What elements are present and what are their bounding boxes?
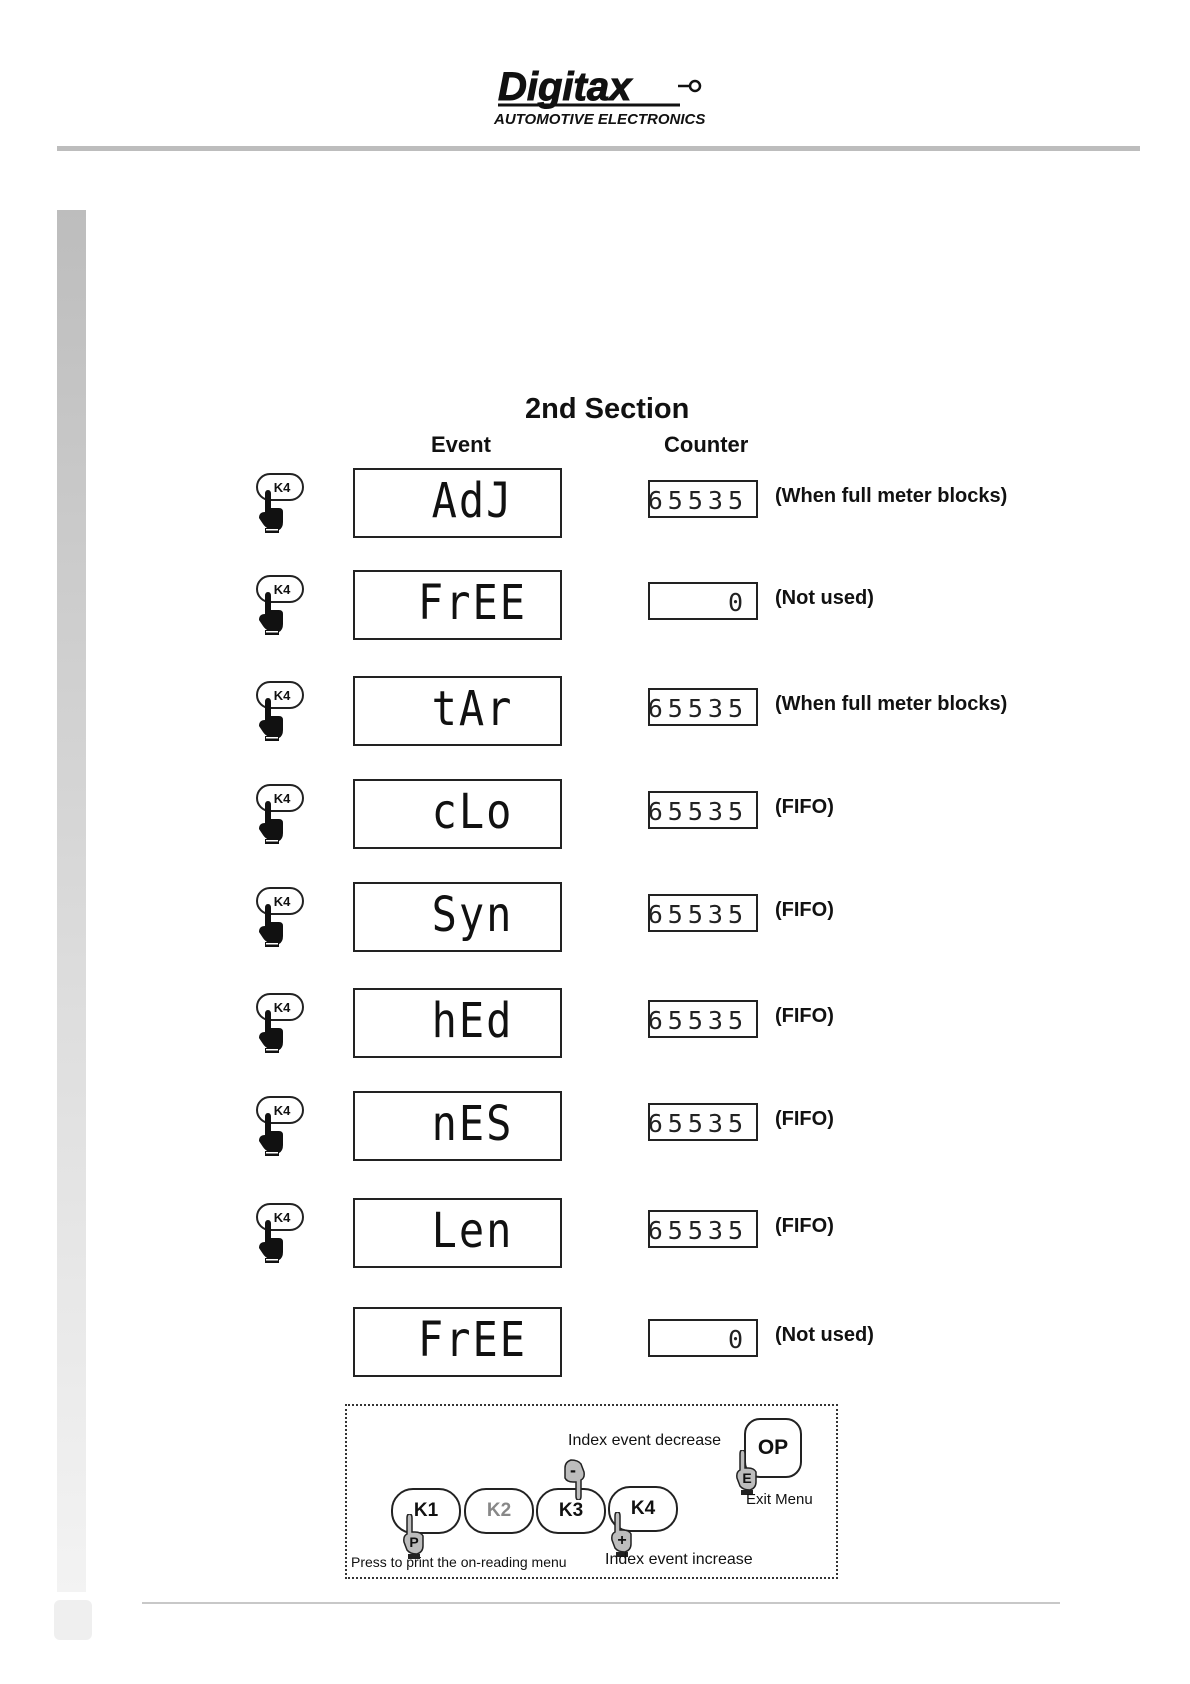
k4-key-label: K4: [273, 1103, 291, 1118]
event-row: [0, 1091, 1190, 1163]
event-row: [0, 1198, 1190, 1270]
counter-display: [648, 791, 758, 829]
counter-note: (When full meter blocks): [775, 485, 1008, 507]
event-column-header: Event: [431, 432, 491, 457]
counter-note: (FIFO): [775, 1215, 834, 1237]
logo-tagline: AUTOMOTIVE ELECTRONICS: [494, 111, 706, 128]
event-display: [353, 676, 562, 746]
event-row: [0, 676, 1190, 748]
k4-key-label: K4: [273, 791, 291, 806]
counter-note: (When full meter blocks): [775, 693, 1008, 715]
k4-key-press-icon: [253, 1095, 307, 1157]
k4-key-label: K4: [273, 1000, 291, 1015]
event-row: [0, 468, 1190, 540]
op-symbol: E: [742, 1470, 752, 1486]
counter-display: [648, 688, 758, 726]
k3-symbol: -: [570, 1460, 576, 1480]
event-code: cLo: [431, 783, 514, 840]
logo-wordmark: Digitax: [498, 65, 632, 109]
k3-hand-icon: [559, 1454, 587, 1500]
event-row: [0, 570, 1190, 642]
event-display: [353, 1198, 562, 1268]
k4-key-label: K4: [273, 1210, 291, 1225]
counter-value: 65535: [647, 1109, 748, 1138]
event-row: [0, 988, 1190, 1060]
event-display: [353, 779, 562, 849]
press-print-label: Press to print the on-reading menu: [351, 1554, 567, 1570]
digitax-logo: [490, 62, 710, 132]
counter-display: [648, 1319, 758, 1357]
counter-display: [648, 1103, 758, 1141]
counter-value: 0: [727, 1325, 748, 1354]
event-display: [353, 882, 562, 952]
event-row: [0, 779, 1190, 851]
event-row: [0, 882, 1190, 954]
counter-note: (FIFO): [775, 796, 834, 818]
event-code: tAr: [431, 680, 514, 737]
counter-note: (Not used): [775, 1324, 874, 1346]
counter-display: [648, 1000, 758, 1038]
event-display: [353, 570, 562, 640]
k4-symbol: +: [617, 1532, 627, 1549]
k4-key-press-icon: [253, 680, 307, 742]
op-hand-icon: [734, 1450, 762, 1496]
side-tab: [54, 1600, 92, 1640]
exit-menu-label: Exit Menu: [746, 1491, 813, 1508]
k4-key-label: K4: [273, 480, 291, 495]
event-display: [353, 1307, 562, 1377]
counter-value: 65535: [647, 486, 748, 515]
k4-key-press-icon: [253, 886, 307, 948]
k4-key-press-icon: [253, 992, 307, 1054]
counter-column-header: Counter: [664, 432, 749, 457]
event-display: [353, 468, 562, 538]
k1-key[interactable]: K1: [391, 1488, 461, 1534]
counter-note: (Not used): [775, 587, 874, 609]
event-code: Syn: [431, 886, 514, 943]
footer-divider: [142, 1602, 1060, 1604]
event-code: FrEE: [417, 1311, 528, 1368]
event-code: FrEE: [417, 574, 528, 631]
counter-value: 65535: [647, 1216, 748, 1245]
k4-key-label: K4: [273, 894, 291, 909]
event-display: [353, 1091, 562, 1161]
counter-note: (FIFO): [775, 899, 834, 921]
event-code: Len: [431, 1202, 514, 1259]
counter-value: 65535: [647, 694, 748, 723]
legend-box: [345, 1404, 838, 1579]
k4-key-press-icon: [253, 574, 307, 636]
event-code: nES: [431, 1095, 514, 1152]
counter-display: [648, 480, 758, 518]
k3-key[interactable]: K3: [536, 1488, 606, 1534]
k4-key-press-icon: [253, 472, 307, 534]
counter-value: 65535: [647, 797, 748, 826]
counter-value: 0: [727, 588, 748, 617]
k4-key-press-icon: [253, 1202, 307, 1264]
event-code: hEd: [431, 992, 514, 1049]
counter-note: (FIFO): [775, 1005, 834, 1027]
header-divider: [57, 146, 1140, 151]
counter-note: (FIFO): [775, 1108, 834, 1130]
k2-key[interactable]: K2: [464, 1488, 534, 1534]
counter-display: [648, 894, 758, 932]
k4-key[interactable]: K4: [608, 1486, 678, 1532]
section-title: 2nd Section: [525, 393, 690, 425]
counter-display: [648, 1210, 758, 1248]
index-increase-label: Index event increase: [605, 1551, 753, 1568]
op-key[interactable]: OP: [744, 1418, 802, 1478]
event-row: [0, 1307, 1190, 1379]
counter-value: 65535: [647, 1006, 748, 1035]
counter-display: [648, 582, 758, 620]
event-code: AdJ: [431, 472, 514, 529]
k4-key-label: K4: [273, 688, 291, 703]
k1-symbol: P: [409, 1534, 419, 1550]
index-decrease-label: Index event decrease: [568, 1432, 721, 1449]
k4-key-label: K4: [273, 582, 291, 597]
k4-key-press-icon: [253, 783, 307, 845]
counter-value: 65535: [647, 900, 748, 929]
event-display: [353, 988, 562, 1058]
